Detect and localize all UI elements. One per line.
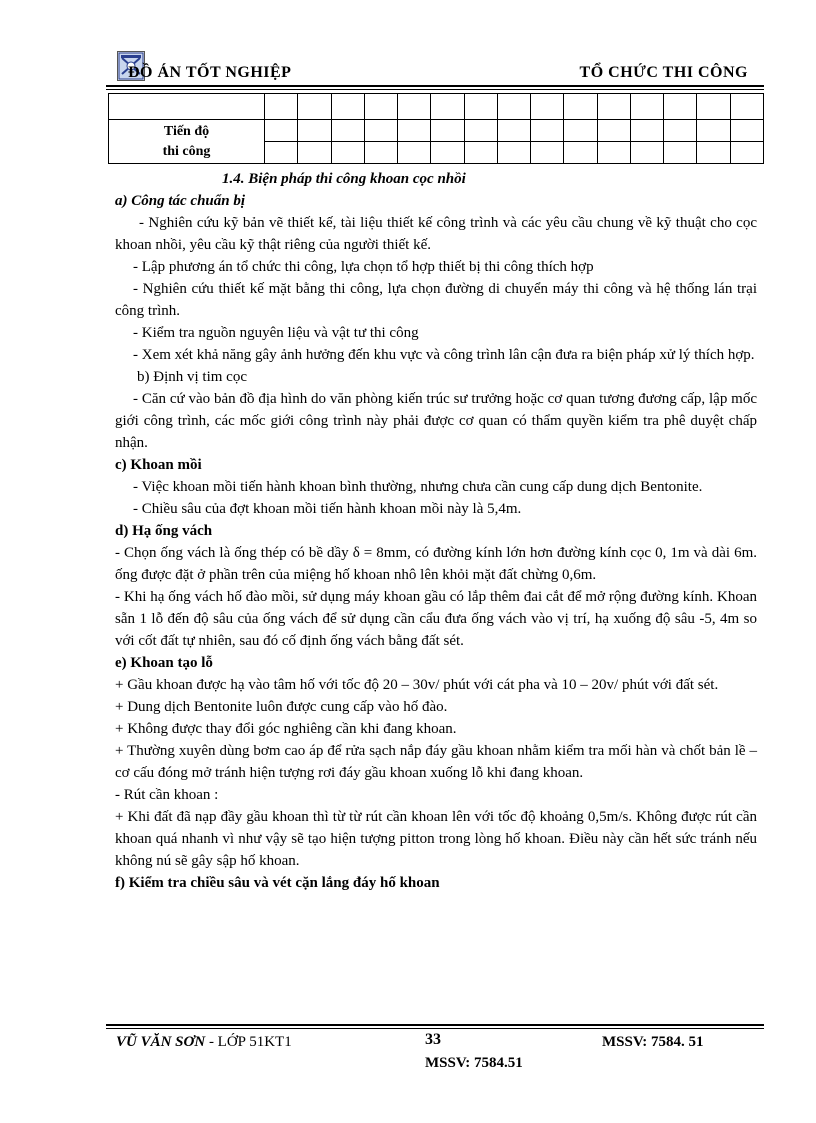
footer-mssv-center: MSSV: 7584.51 bbox=[425, 1055, 523, 1071]
footer-mssv-right: MSSV: 7584. 51 bbox=[602, 1034, 704, 1050]
footer-class: - LỚP 51KT1 bbox=[205, 1034, 292, 1050]
footer-rule-thin bbox=[106, 1028, 764, 1029]
schedule-row-top bbox=[109, 120, 764, 142]
paragraph-a5: - Xem xét khả năng gây ảnh hưởng đến khu vực và công trình lân cận đưa ra biện pháp xử lý thích hợp. bbox=[133, 347, 755, 363]
page-number: 33 bbox=[425, 1031, 441, 1048]
heading-c: c) Khoan mồi bbox=[115, 457, 202, 473]
heading-b: b) Định vị tim cọc bbox=[137, 369, 247, 385]
schedule-label-cell bbox=[109, 120, 265, 164]
footer-author-name: VŨ VĂN SƠN bbox=[116, 1034, 206, 1050]
heading-f: f) Kiểm tra chiều sâu và vét cặn lắng đáy hố khoan bbox=[115, 875, 440, 891]
footer-rule bbox=[106, 1024, 764, 1026]
schedule-row-empty bbox=[109, 94, 764, 120]
paragraph-e3: + Không được thay đổi góc nghiêng cần khi đang khoan. bbox=[115, 721, 457, 737]
paragraph-e1: + Gầu khoan được hạ vào tâm hố với tốc độ 20 – 30v/ phút với cát pha và 10 – 20v/ phút với đất sét. bbox=[115, 677, 719, 693]
paragraph-c2: - Chiều sâu của đợt khoan mồi tiến hành khoan mồi này là 5,4m. bbox=[133, 501, 522, 517]
schedule-label-line1: Tiến độ bbox=[163, 123, 210, 139]
heading-d: d) Hạ ống vách bbox=[115, 523, 213, 539]
header-rule-thin bbox=[106, 89, 764, 90]
paragraph-e2: + Dung dịch Bentonite luôn được cung cấp vào hố đào. bbox=[115, 699, 448, 715]
schedule-table bbox=[108, 93, 764, 164]
section-title: 1.4. Biện pháp thi công khoan cọc nhồi bbox=[222, 171, 466, 187]
paragraph-a2: - Lập phương án tổ chức thi công, lựa chọn tổ hợp thiết bị thi công thích hợp bbox=[133, 259, 594, 275]
schedule-label-cell-empty bbox=[109, 94, 265, 120]
paragraph-d1: - Chọn ống vách là ống thép có bề dầy δ = 8mm, có đường kính lớn hơn đường kính cọc 0, 1m và dài 6m. ống được đặt ở phần trên của miệng hố khoan nhô lên khỏi mặt đất chừng 0,6m. bbox=[115, 545, 757, 583]
heading-e: e) Khoan tạo lỗ bbox=[115, 655, 213, 671]
paragraph-e5: - Rút cần khoan : bbox=[115, 787, 219, 803]
header-rule bbox=[106, 85, 764, 87]
heading-a: a) Công tác chuẩn bị bbox=[115, 193, 246, 209]
paragraph-a3: - Nghiên cứu thiết kế mặt bằng thi công, lựa chọn đường di chuyển máy thi công và hệ thống lán trại công trình. bbox=[115, 281, 757, 319]
paragraph-b1: - Căn cứ vào bản đồ địa hình do văn phòng kiến trúc sư trưởng hoặc cơ quan tương đương cấp, lập mốc giới công trình, các mốc giới công trình này phải được cơ quan có thẩm quyền kiểm tra phê duyệt chấp nhận. bbox=[115, 391, 757, 451]
footer-author bbox=[116, 1034, 292, 1051]
paragraph-a4: - Kiểm tra nguồn nguyên liệu và vật tư thi công bbox=[133, 325, 419, 341]
paragraph-d2: - Khi hạ ống vách hố đào mồi, sử dụng máy khoan gầu có lắp thêm đai cắt để mở rộng đường kính. Khoan sẵn 1 lỗ đến độ sâu của ống vách để sử dụng cần cẩu đưa ống vách vào vị trí, hạ xuống độ sâu -5, 4m so với cốt đất tự nhiên, sau đó cố định ống vách bằng đất sét. bbox=[115, 589, 757, 649]
paragraph-e6: + Khi đất đã nạp đầy gầu khoan thì từ từ rút cần khoan lên với tốc độ khoảng 0,5m/s. Không được rút cần khoan quá nhanh vì như vậy sẽ tạo hiện tượng pitton trong lòng hố khoan. Điều này cần hết sức tránh nếu không nú sẽ gây sập hố khoan. bbox=[115, 809, 757, 869]
paragraph-e4: + Thường xuyên dùng bơm cao áp để rửa sạch nắp đáy gầu khoan nhằm kiểm tra mối hàn và chốt bản lề – cơ cấu đóng mở tránh hiện tượng rơi đáy gầu khoan xuống lỗ khi đang khoan. bbox=[115, 743, 757, 781]
paragraph-a1: - Nghiên cứu kỹ bản vẽ thiết kế, tài liệu thiết kế công trình và các yêu cầu chung về kỹ thuật cho cọc khoan nhồi, yêu cầu kỹ thật riêng của người thiết kế. bbox=[115, 215, 757, 253]
document-body bbox=[115, 190, 757, 894]
schedule-label-line2: thi công bbox=[162, 143, 211, 159]
header-left-title: ĐỒ ÁN TỐT NGHIỆP bbox=[128, 64, 292, 81]
header-right-title: TỔ CHỨC THI CÔNG bbox=[579, 64, 748, 81]
paragraph-c1: - Việc khoan mồi tiến hành khoan bình thường, nhưng chưa cần cung cấp dung dịch Bentonite. bbox=[133, 479, 703, 495]
